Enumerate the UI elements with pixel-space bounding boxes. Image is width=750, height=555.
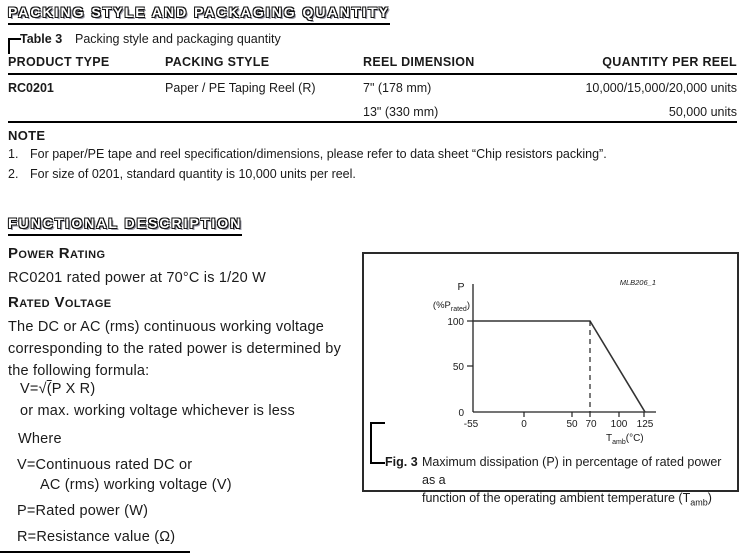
cell-packing-style: Paper / PE Taping Reel (R): [165, 81, 316, 95]
figure-caption-close: ): [707, 491, 712, 505]
figure-caption-line1: Maximum dissipation (P) in percentage of rated power as a: [422, 455, 722, 487]
figure-caption-line2: function of the operating ambient temperature (T: [422, 491, 691, 505]
section-title-packing: PACKING STYLE AND PACKAGING QUANTITY: [8, 4, 390, 25]
col-header-reel-dimension: REEL DIMENSION: [363, 55, 475, 69]
packing-table: [8, 55, 737, 123]
note-item-number: 2.: [8, 167, 19, 181]
formula-open-paren: (: [46, 381, 52, 397]
x-tick-label-125: 125: [636, 419, 654, 430]
where-label: Where: [18, 431, 62, 447]
col-header-packing-style: PACKING STYLE: [165, 55, 270, 69]
where-v-line2: AC (rms) working voltage (V): [40, 477, 232, 493]
figure-caption: [422, 453, 727, 512]
where-v-line1: V=Continuous rated DC or: [17, 457, 193, 473]
y-axis-title: P: [457, 281, 465, 293]
col-header-product-type: PRODUCT TYPE: [8, 55, 110, 69]
note-title: NOTE: [8, 128, 46, 143]
power-rating-heading: Power Rating: [8, 245, 106, 262]
x-tick-label-70: 70: [585, 419, 597, 430]
y-axis-units: $(\%P_{rated})$: [432, 300, 470, 313]
figure-caption-bracket: [370, 422, 385, 464]
derating-line: [473, 321, 645, 412]
cell-product-type: RC0201: [8, 81, 54, 95]
note-item-text: For size of 0201, standard quantity is 10,000 units per reel.: [30, 167, 356, 181]
x-tick-label-0: 0: [521, 419, 527, 430]
figure-3-box: [362, 252, 739, 508]
voltage-formula: [20, 381, 95, 397]
rated-voltage-paragraph: The DC or AC (rms) continuous working voltage corresponding to the rated power is determined by the following formula:: [8, 319, 342, 379]
derating-chart: [364, 254, 737, 450]
cell-reel-dimension: 13" (330 mm): [363, 105, 439, 119]
table-caption-label: Table 3: [20, 32, 63, 46]
cell-quantity: 50,000 units: [668, 105, 737, 119]
table-header-rule: [8, 73, 737, 75]
note-item-text: For paper/PE tape and reel specification/dimensions, please refer to data sheet “Chip resistors packing”.: [30, 147, 607, 161]
figure-reference-code: MLB206_1: [619, 278, 656, 287]
formula-radical: V=√: [20, 381, 47, 397]
x-tick-label-50: 50: [566, 419, 578, 430]
power-rating-text: RC0201 rated power at 70°C is 1/20 W: [8, 270, 267, 286]
formula-alternative: or max. working voltage whichever is less: [20, 403, 295, 419]
x-tick-label-100: 100: [610, 419, 628, 430]
x-tick-label--55: -55: [463, 419, 479, 430]
where-p-line: P=Rated power (W): [17, 503, 149, 519]
formula-body: P X R): [51, 381, 96, 397]
cropped-bottom-rule: [0, 551, 190, 553]
table-caption-text: Packing style and packaging quantity: [75, 32, 281, 46]
figure-label: Fig. 3: [385, 455, 418, 469]
figure-caption-subscript: amb: [690, 497, 708, 508]
y-tick-label-50: 50: [452, 362, 464, 373]
y-tick-label-100: 100: [447, 317, 464, 328]
rated-voltage-heading: Rated Voltage: [8, 294, 112, 311]
section-title-functional: FUNCTIONAL DESCRIPTION: [8, 215, 242, 236]
cell-reel-dimension: 7" (178 mm): [363, 81, 432, 95]
y-tick-label-0: 0: [458, 408, 464, 419]
table-bottom-rule: [8, 121, 737, 123]
x-axis-title: $T_{amb}(^\circ C)$: [606, 433, 644, 446]
cell-quantity: 10,000/15,000/20,000 units: [585, 81, 737, 95]
col-header-quantity: QUANTITY PER REEL: [602, 55, 737, 69]
where-r-line: R=Resistance value (Ω): [17, 529, 176, 545]
note-item-number: 1.: [8, 147, 19, 161]
